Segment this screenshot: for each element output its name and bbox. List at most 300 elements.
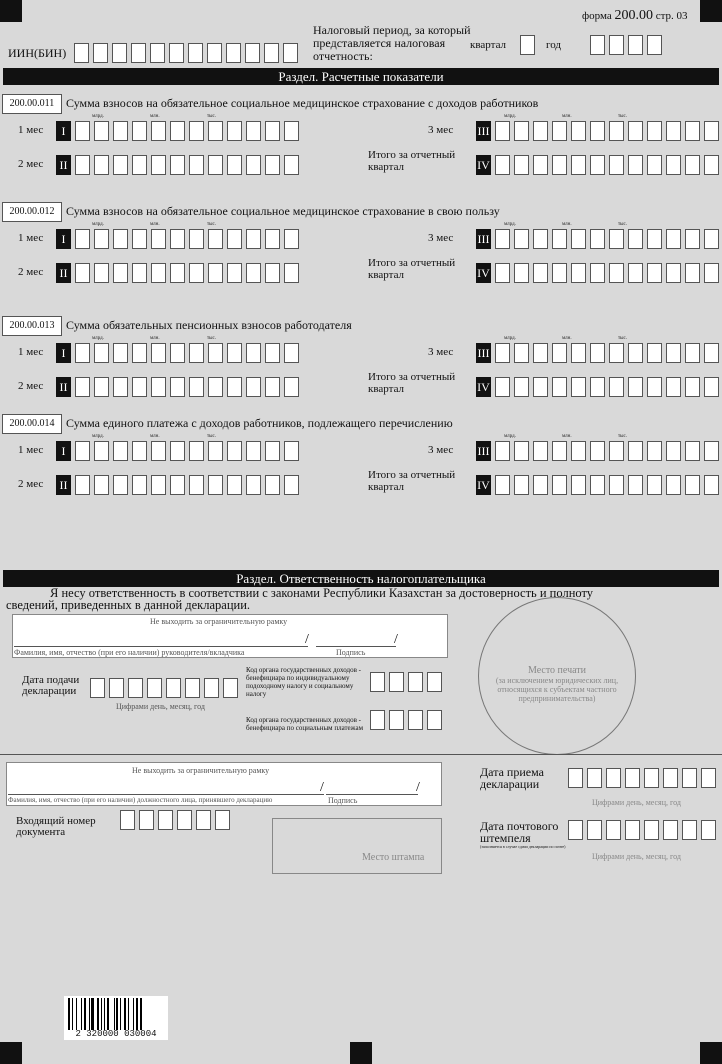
- barcode-bar: [68, 998, 70, 1030]
- unit-label: тыс.: [618, 222, 628, 227]
- digit-box[interactable]: [495, 155, 510, 175]
- digit-box[interactable]: [590, 155, 605, 175]
- barcode-bar: [128, 998, 129, 1030]
- amount-field[interactable]: [476, 343, 722, 363]
- unit-label: млрд.: [504, 114, 516, 119]
- amount-field[interactable]: [476, 441, 722, 461]
- amount-field[interactable]: [476, 263, 722, 283]
- digit-box[interactable]: [571, 377, 586, 397]
- code-ipn-label: Код органа государственных доходов - бенефициара по индивидуальному подоходному налогу и социальному налогу: [246, 666, 361, 698]
- amount-field[interactable]: [56, 229, 303, 249]
- digit-box[interactable]: [75, 229, 90, 249]
- digit-box[interactable]: [666, 475, 681, 495]
- digit-box[interactable]: [132, 343, 147, 363]
- digit-box[interactable]: [552, 343, 567, 363]
- unit-label: тыс.: [618, 114, 628, 119]
- digit-box[interactable]: [189, 229, 204, 249]
- month-label: 3 мес: [428, 346, 454, 358]
- roman-numeral: IV: [476, 475, 491, 495]
- amount-field[interactable]: [476, 377, 722, 397]
- roman-numeral: II: [56, 377, 71, 397]
- digit-box[interactable]: [647, 229, 662, 249]
- corner-marker-top-left: [0, 0, 22, 22]
- digit-box[interactable]: [113, 377, 128, 397]
- digit-box[interactable]: [647, 263, 662, 283]
- digit-box[interactable]: [113, 229, 128, 249]
- amount-field[interactable]: [476, 155, 722, 175]
- digit-box[interactable]: [609, 155, 624, 175]
- digit-box[interactable]: [189, 377, 204, 397]
- submission-date-label: Дата подачи декларации: [22, 674, 80, 697]
- amount-field[interactable]: [56, 475, 303, 495]
- digit-box[interactable]: [94, 377, 109, 397]
- digit-box[interactable]: [151, 475, 166, 495]
- digit-box[interactable]: [590, 475, 605, 495]
- digit-box[interactable]: [151, 155, 166, 175]
- roman-numeral: I: [56, 441, 71, 461]
- digit-box[interactable]: [227, 377, 242, 397]
- quarter-field[interactable]: [520, 35, 539, 55]
- item-title: Сумма единого платежа с доходов работников, подлежащего перечислению: [66, 416, 453, 430]
- digit-box[interactable]: [132, 377, 147, 397]
- digit-box[interactable]: [704, 121, 719, 141]
- digit-box[interactable]: [704, 343, 719, 363]
- digit-box[interactable]: [246, 343, 261, 363]
- name-caption: Фамилия, имя, отчество (при его наличии) руководителя/вкладчика: [14, 648, 245, 657]
- digit-box[interactable]: [571, 121, 586, 141]
- corner-marker-bottom-center: [350, 1042, 372, 1064]
- unit-label: млрд.: [92, 336, 104, 341]
- digit-box[interactable]: [628, 155, 643, 175]
- digit-box[interactable]: [685, 475, 700, 495]
- unit-label: млн.: [150, 434, 160, 439]
- digit-box[interactable]: [265, 121, 280, 141]
- digit-box[interactable]: [246, 155, 261, 175]
- digit-box[interactable]: [571, 263, 586, 283]
- amount-field[interactable]: [56, 121, 303, 141]
- unit-label: млн.: [562, 336, 572, 341]
- barcode: [64, 996, 168, 1040]
- receipt-date-label: Дата приема декларации: [480, 765, 544, 791]
- digit-box[interactable]: [227, 263, 242, 283]
- digit-box[interactable]: [704, 263, 719, 283]
- digit-box[interactable]: [94, 441, 109, 461]
- digit-box[interactable]: [590, 121, 605, 141]
- digit-box[interactable]: [94, 475, 109, 495]
- digit-box[interactable]: [113, 441, 128, 461]
- digit-box[interactable]: [246, 475, 261, 495]
- roman-numeral: II: [56, 155, 71, 175]
- digit-box[interactable]: [170, 121, 185, 141]
- digit-box[interactable]: [208, 377, 223, 397]
- amount-field[interactable]: [476, 121, 722, 141]
- roman-numeral: IV: [476, 155, 491, 175]
- digit-box[interactable]: [514, 343, 529, 363]
- digit-box[interactable]: [246, 121, 261, 141]
- digit-box[interactable]: [628, 475, 643, 495]
- digit-box[interactable]: [75, 263, 90, 283]
- digit-box[interactable]: [189, 263, 204, 283]
- postal-date-caption: Цифрами день, месяц, год: [592, 852, 681, 861]
- roman-numeral: II: [56, 475, 71, 495]
- digit-box[interactable]: [284, 377, 299, 397]
- digit-box[interactable]: [208, 263, 223, 283]
- code-social-field[interactable]: [370, 710, 446, 730]
- item-title: Сумма взносов на обязательное социальное медицинское страхование с доходов работников: [66, 96, 539, 110]
- roman-numeral: III: [476, 441, 491, 461]
- digit-box[interactable]: [227, 475, 242, 495]
- digit-box[interactable]: [132, 155, 147, 175]
- digit-box[interactable]: [113, 121, 128, 141]
- digit-box[interactable]: [170, 229, 185, 249]
- barcode-bar: [101, 998, 102, 1030]
- month-label: 1 мес: [18, 232, 44, 244]
- digit-box[interactable]: [170, 475, 185, 495]
- digit-box[interactable]: [685, 229, 700, 249]
- digit-box[interactable]: [609, 475, 624, 495]
- digit-box[interactable]: [170, 343, 185, 363]
- digit-box[interactable]: [514, 441, 529, 461]
- digit-box[interactable]: [685, 263, 700, 283]
- unit-label: млрд.: [92, 114, 104, 119]
- digit-box[interactable]: [590, 343, 605, 363]
- unit-label: млн.: [150, 114, 160, 119]
- digit-box[interactable]: [113, 343, 128, 363]
- digit-box[interactable]: [704, 155, 719, 175]
- month-label: 3 мес: [428, 124, 454, 136]
- barcode-bar: [116, 998, 118, 1030]
- digit-box[interactable]: [609, 121, 624, 141]
- barcode-bar: [72, 998, 73, 1030]
- month-label: 1 мес: [18, 444, 44, 456]
- digit-box[interactable]: [704, 475, 719, 495]
- barcode-bar: [124, 998, 126, 1030]
- digit-box[interactable]: [609, 263, 624, 283]
- roman-numeral: III: [476, 343, 491, 363]
- digit-box[interactable]: [265, 343, 280, 363]
- unit-label: млрд.: [504, 222, 516, 227]
- stamp-place-box: [272, 818, 442, 874]
- digit-box[interactable]: [113, 155, 128, 175]
- digit-box[interactable]: [246, 441, 261, 461]
- item-code: 200.00.012: [2, 202, 62, 222]
- digit-box[interactable]: [533, 155, 548, 175]
- digit-box[interactable]: [552, 155, 567, 175]
- amount-field[interactable]: [56, 155, 303, 175]
- digit-box[interactable]: [552, 121, 567, 141]
- digit-box[interactable]: [284, 155, 299, 175]
- digit-box[interactable]: [94, 229, 109, 249]
- month-label: 3 мес: [428, 232, 454, 244]
- digit-box[interactable]: [246, 229, 261, 249]
- digit-box[interactable]: [685, 155, 700, 175]
- receipt-date-field[interactable]: [568, 768, 720, 788]
- month-label: Итого за отчетный квартал: [368, 257, 456, 281]
- month-label: 1 мес: [18, 124, 44, 136]
- digit-box[interactable]: [227, 155, 242, 175]
- digit-box[interactable]: [170, 263, 185, 283]
- digit-box[interactable]: [666, 155, 681, 175]
- quarter-label: квартал: [470, 39, 507, 51]
- digit-box[interactable]: [552, 377, 567, 397]
- roman-numeral: IV: [476, 377, 491, 397]
- digit-box[interactable]: [227, 121, 242, 141]
- digit-box[interactable]: [75, 441, 90, 461]
- digit-box[interactable]: [113, 475, 128, 495]
- digit-box[interactable]: [75, 377, 90, 397]
- digit-box[interactable]: [533, 263, 548, 283]
- digit-box[interactable]: [628, 343, 643, 363]
- digit-box[interactable]: [284, 475, 299, 495]
- digit-box[interactable]: [685, 441, 700, 461]
- period-text: Налоговый период, за который представляется налоговая отчетность:: [313, 23, 471, 63]
- digit-box[interactable]: [284, 441, 299, 461]
- digit-box[interactable]: [533, 121, 548, 141]
- digit-box[interactable]: [189, 121, 204, 141]
- digit-box[interactable]: [571, 229, 586, 249]
- digit-box[interactable]: [628, 441, 643, 461]
- digit-box[interactable]: [590, 441, 605, 461]
- digit-box[interactable]: [647, 121, 662, 141]
- digit-box[interactable]: [284, 343, 299, 363]
- digit-box[interactable]: [628, 377, 643, 397]
- code-ipn-field[interactable]: [370, 672, 446, 692]
- amount-field[interactable]: [56, 441, 303, 461]
- unit-label: млрд.: [504, 336, 516, 341]
- incoming-number-field[interactable]: [120, 810, 234, 830]
- digit-box[interactable]: [704, 229, 719, 249]
- amount-field[interactable]: [56, 343, 303, 363]
- digit-box[interactable]: [552, 229, 567, 249]
- digit-box[interactable]: [132, 475, 147, 495]
- roman-numeral: I: [56, 121, 71, 141]
- digit-box[interactable]: [495, 263, 510, 283]
- digit-box[interactable]: [246, 377, 261, 397]
- digit-box[interactable]: [666, 229, 681, 249]
- officer-signature-caption: Подпись: [328, 796, 358, 805]
- month-label: Итого за отчетный квартал: [368, 149, 456, 173]
- submission-date-caption: Цифрами день, месяц, год: [116, 702, 205, 711]
- digit-box[interactable]: [284, 121, 299, 141]
- amount-field[interactable]: [476, 475, 722, 495]
- digit-box[interactable]: [75, 121, 90, 141]
- digit-box[interactable]: [265, 155, 280, 175]
- divider: [0, 754, 722, 755]
- section-responsibility-title: Раздел. Ответственность налогоплательщика: [3, 570, 719, 587]
- digit-box[interactable]: [666, 377, 681, 397]
- digit-box[interactable]: [495, 229, 510, 249]
- digit-box[interactable]: [227, 343, 242, 363]
- digit-box[interactable]: [647, 441, 662, 461]
- digit-box[interactable]: [113, 263, 128, 283]
- barcode-bar: [114, 998, 115, 1030]
- digit-box[interactable]: [208, 441, 223, 461]
- digit-box[interactable]: [151, 229, 166, 249]
- digit-box[interactable]: [170, 377, 185, 397]
- digit-box[interactable]: [284, 263, 299, 283]
- digit-box[interactable]: [227, 229, 242, 249]
- barcode-bar: [133, 998, 134, 1030]
- digit-box[interactable]: [609, 229, 624, 249]
- digit-box[interactable]: [647, 475, 662, 495]
- iin-label: ИИН(БИН): [8, 46, 67, 60]
- amount-field[interactable]: [56, 263, 303, 283]
- digit-box[interactable]: [609, 377, 624, 397]
- digit-box[interactable]: [151, 121, 166, 141]
- digit-box[interactable]: [495, 343, 510, 363]
- digit-box[interactable]: [609, 441, 624, 461]
- digit-box[interactable]: [495, 475, 510, 495]
- digit-box[interactable]: [533, 475, 548, 495]
- digit-box[interactable]: [514, 155, 529, 175]
- digit-box[interactable]: [151, 377, 166, 397]
- amount-field[interactable]: [56, 377, 303, 397]
- digit-box[interactable]: [514, 377, 529, 397]
- corner-marker-top-right: [700, 0, 722, 22]
- postal-date-field[interactable]: [568, 820, 720, 840]
- barcode-bar: [91, 998, 94, 1030]
- digit-box[interactable]: [609, 343, 624, 363]
- digit-box[interactable]: [170, 155, 185, 175]
- digit-box[interactable]: [647, 343, 662, 363]
- unit-label: млн.: [562, 222, 572, 227]
- barcode-number: 2 320000 030004: [75, 1029, 157, 1039]
- digit-box[interactable]: [265, 441, 280, 461]
- digit-box[interactable]: [189, 343, 204, 363]
- digit-box[interactable]: [685, 121, 700, 141]
- barcode-bar: [140, 998, 142, 1030]
- amount-field[interactable]: [476, 229, 722, 249]
- digit-box[interactable]: [685, 377, 700, 397]
- digit-box[interactable]: [590, 377, 605, 397]
- digit-box[interactable]: [265, 475, 280, 495]
- digit-box[interactable]: [495, 377, 510, 397]
- digit-box[interactable]: [151, 441, 166, 461]
- digit-box[interactable]: [514, 229, 529, 249]
- digit-box[interactable]: [647, 377, 662, 397]
- stamp-place-2: Место штампа: [362, 852, 425, 863]
- digit-box[interactable]: [265, 263, 280, 283]
- digit-box[interactable]: [666, 441, 681, 461]
- responsibility-statement: Я несу ответственность в соответствии с законами Республики Казахстан за достоверность и полноту сведений, приведенных в данной декларации.: [6, 586, 594, 612]
- digit-box[interactable]: [571, 155, 586, 175]
- digit-box[interactable]: [132, 229, 147, 249]
- digit-box[interactable]: [208, 121, 223, 141]
- digit-box[interactable]: [628, 121, 643, 141]
- digit-box[interactable]: [571, 343, 586, 363]
- iin-field[interactable]: [74, 43, 302, 63]
- digit-box[interactable]: [685, 343, 700, 363]
- digit-box[interactable]: [208, 343, 223, 363]
- barcode-bar: [89, 998, 90, 1030]
- barcode-bar: [76, 998, 77, 1030]
- digit-box[interactable]: [151, 263, 166, 283]
- unit-label: тыс.: [618, 336, 628, 341]
- roman-numeral: III: [476, 121, 491, 141]
- item-title: Сумма взносов на обязательное социальное медицинское страхование в свою пользу: [66, 204, 500, 218]
- digit-box[interactable]: [265, 377, 280, 397]
- digit-box[interactable]: [552, 263, 567, 283]
- digit-box[interactable]: [94, 121, 109, 141]
- digit-box[interactable]: [666, 121, 681, 141]
- digit-box[interactable]: [189, 441, 204, 461]
- digit-box[interactable]: [189, 475, 204, 495]
- digit-box[interactable]: [132, 441, 147, 461]
- digit-box[interactable]: [552, 475, 567, 495]
- month-label: 2 мес: [18, 266, 44, 278]
- digit-box[interactable]: [94, 343, 109, 363]
- digit-box[interactable]: [75, 155, 90, 175]
- digit-box[interactable]: [533, 377, 548, 397]
- digit-box[interactable]: [208, 475, 223, 495]
- month-label: 1 мес: [18, 346, 44, 358]
- month-label: Итого за отчетный квартал: [368, 371, 456, 395]
- digit-box[interactable]: [246, 263, 261, 283]
- digit-box[interactable]: [495, 441, 510, 461]
- form-id: [582, 8, 688, 24]
- digit-box[interactable]: [284, 229, 299, 249]
- digit-box[interactable]: [666, 343, 681, 363]
- digit-box[interactable]: [552, 441, 567, 461]
- digit-box[interactable]: [590, 229, 605, 249]
- digit-box[interactable]: [514, 475, 529, 495]
- digit-box[interactable]: [514, 121, 529, 141]
- digit-box[interactable]: [571, 475, 586, 495]
- digit-box[interactable]: [132, 121, 147, 141]
- digit-box[interactable]: [495, 121, 510, 141]
- digit-box[interactable]: [94, 263, 109, 283]
- month-label: Итого за отчетный квартал: [368, 469, 456, 493]
- roman-numeral: III: [476, 229, 491, 249]
- digit-box[interactable]: [590, 263, 605, 283]
- digit-box[interactable]: [227, 441, 242, 461]
- digit-box[interactable]: [571, 441, 586, 461]
- digit-box[interactable]: [151, 343, 166, 363]
- digit-box[interactable]: [628, 263, 643, 283]
- digit-box[interactable]: [132, 263, 147, 283]
- barcode-bar: [104, 998, 105, 1030]
- form-number: 200.00: [614, 8, 653, 23]
- digit-box[interactable]: [533, 343, 548, 363]
- unit-label: млн.: [150, 222, 160, 227]
- digit-box[interactable]: [170, 441, 185, 461]
- digit-box[interactable]: [533, 441, 548, 461]
- digit-box[interactable]: [533, 229, 548, 249]
- digit-box[interactable]: [628, 229, 643, 249]
- digit-box[interactable]: [208, 155, 223, 175]
- digit-box[interactable]: [189, 155, 204, 175]
- digit-box[interactable]: [666, 263, 681, 283]
- digit-box[interactable]: [75, 475, 90, 495]
- border-note-2: Не выходить за ограничительную рамку: [132, 766, 270, 775]
- digit-box[interactable]: [647, 155, 662, 175]
- barcode-bar: [107, 998, 109, 1030]
- digit-box[interactable]: [514, 263, 529, 283]
- digit-box[interactable]: [75, 343, 90, 363]
- digit-box[interactable]: [265, 229, 280, 249]
- unit-label: млрд.: [92, 222, 104, 227]
- month-label: 2 мес: [18, 478, 44, 490]
- postal-date-label: Дата почтового штемпеля: [480, 819, 559, 845]
- digit-box[interactable]: [704, 377, 719, 397]
- year-field[interactable]: [590, 35, 666, 55]
- digit-box[interactable]: [704, 441, 719, 461]
- code-social-label: Код органа государственных доходов - бенефициара по социальным платежам: [246, 716, 364, 732]
- digit-box[interactable]: [94, 155, 109, 175]
- item-title: Сумма обязательных пенсионных взносов работодателя: [66, 318, 352, 332]
- submission-date-field[interactable]: [90, 678, 242, 698]
- digit-box[interactable]: [208, 229, 223, 249]
